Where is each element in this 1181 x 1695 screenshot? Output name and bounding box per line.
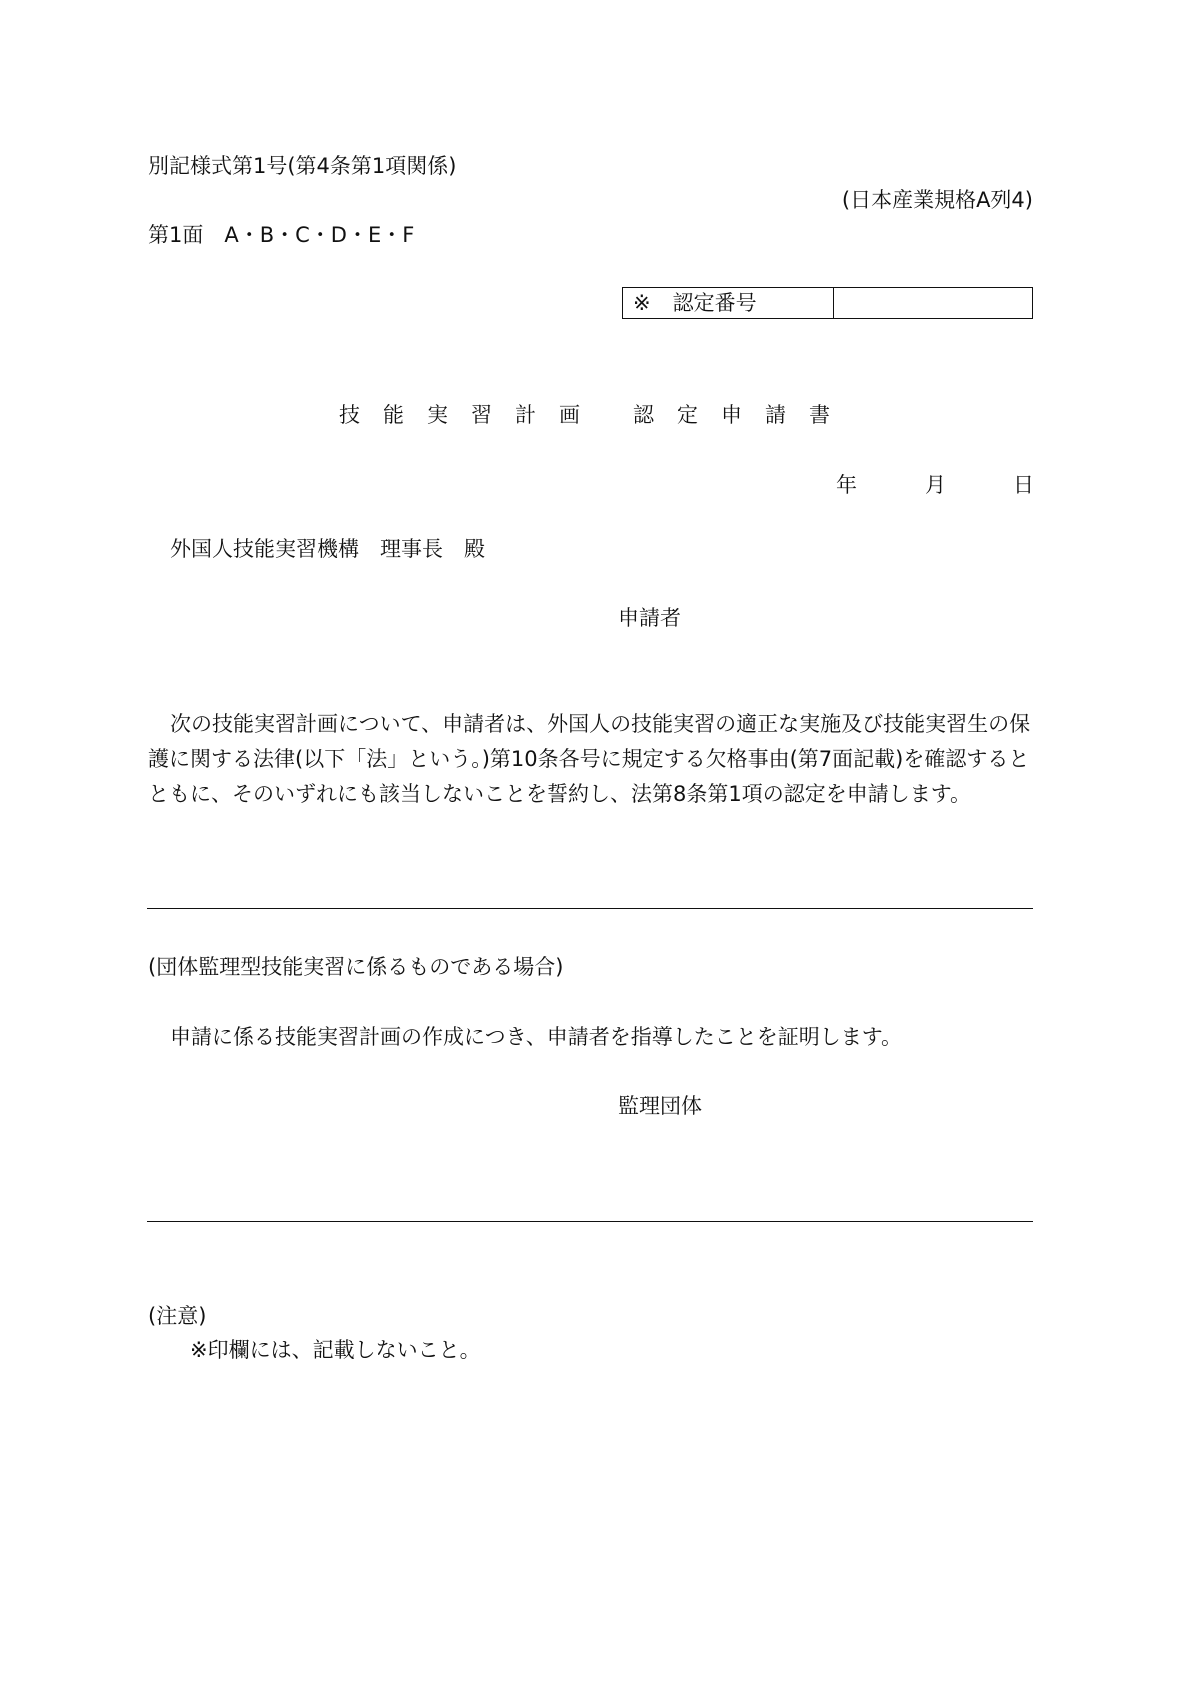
date-day: 日 <box>1013 473 1034 497</box>
certification-number-box <box>622 287 1033 319</box>
title-part-1: 技能実習計画 <box>339 403 603 427</box>
section-divider <box>147 908 1033 909</box>
date-month: 月 <box>925 473 946 497</box>
title-part-2: 認定申請書 <box>633 403 853 427</box>
paper-size-note: (日本産業規格A列4) <box>841 188 1033 212</box>
certification-number-field[interactable] <box>834 288 1032 318</box>
asterisk-mark: ※ <box>633 291 651 315</box>
page-label: 第1面 A・B・C・D・E・F <box>148 223 415 247</box>
form-id: 別記様式第1号(第4条第1項関係) <box>148 154 457 178</box>
applicant-label: 申請者 <box>618 606 681 630</box>
notes-item: ※印欄には、記載しないこと。 <box>190 1338 481 1362</box>
supervised-statement: 申請に係る技能実習計画の作成につき、申請者を指導したことを証明します。 <box>170 1025 903 1049</box>
certification-number-text: 認定番号 <box>672 291 757 315</box>
addressee: 外国人技能実習機構 理事長 殿 <box>170 537 485 561</box>
certification-number-label <box>623 288 834 318</box>
declaration-paragraph: 次の技能実習計画について、申請者は、外国人の技能実習の適正な実施及び技能実習生の保護に関する法律(以下「法」という。)第10条各号に規定する欠格事由(第7面記載)を確認するとともに、そのいずれにも該当しないことを誓約し、法第8条第1項の認定を申請します。 <box>148 712 1031 806</box>
supervising-org-label: 監理団体 <box>618 1094 702 1118</box>
section-divider <box>147 1221 1033 1222</box>
document-title <box>339 399 853 429</box>
date-year: 年 <box>836 473 857 497</box>
supervised-heading: (団体監理型技能実習に係るものである場合) <box>148 955 564 979</box>
notes-heading: (注意) <box>148 1304 207 1328</box>
